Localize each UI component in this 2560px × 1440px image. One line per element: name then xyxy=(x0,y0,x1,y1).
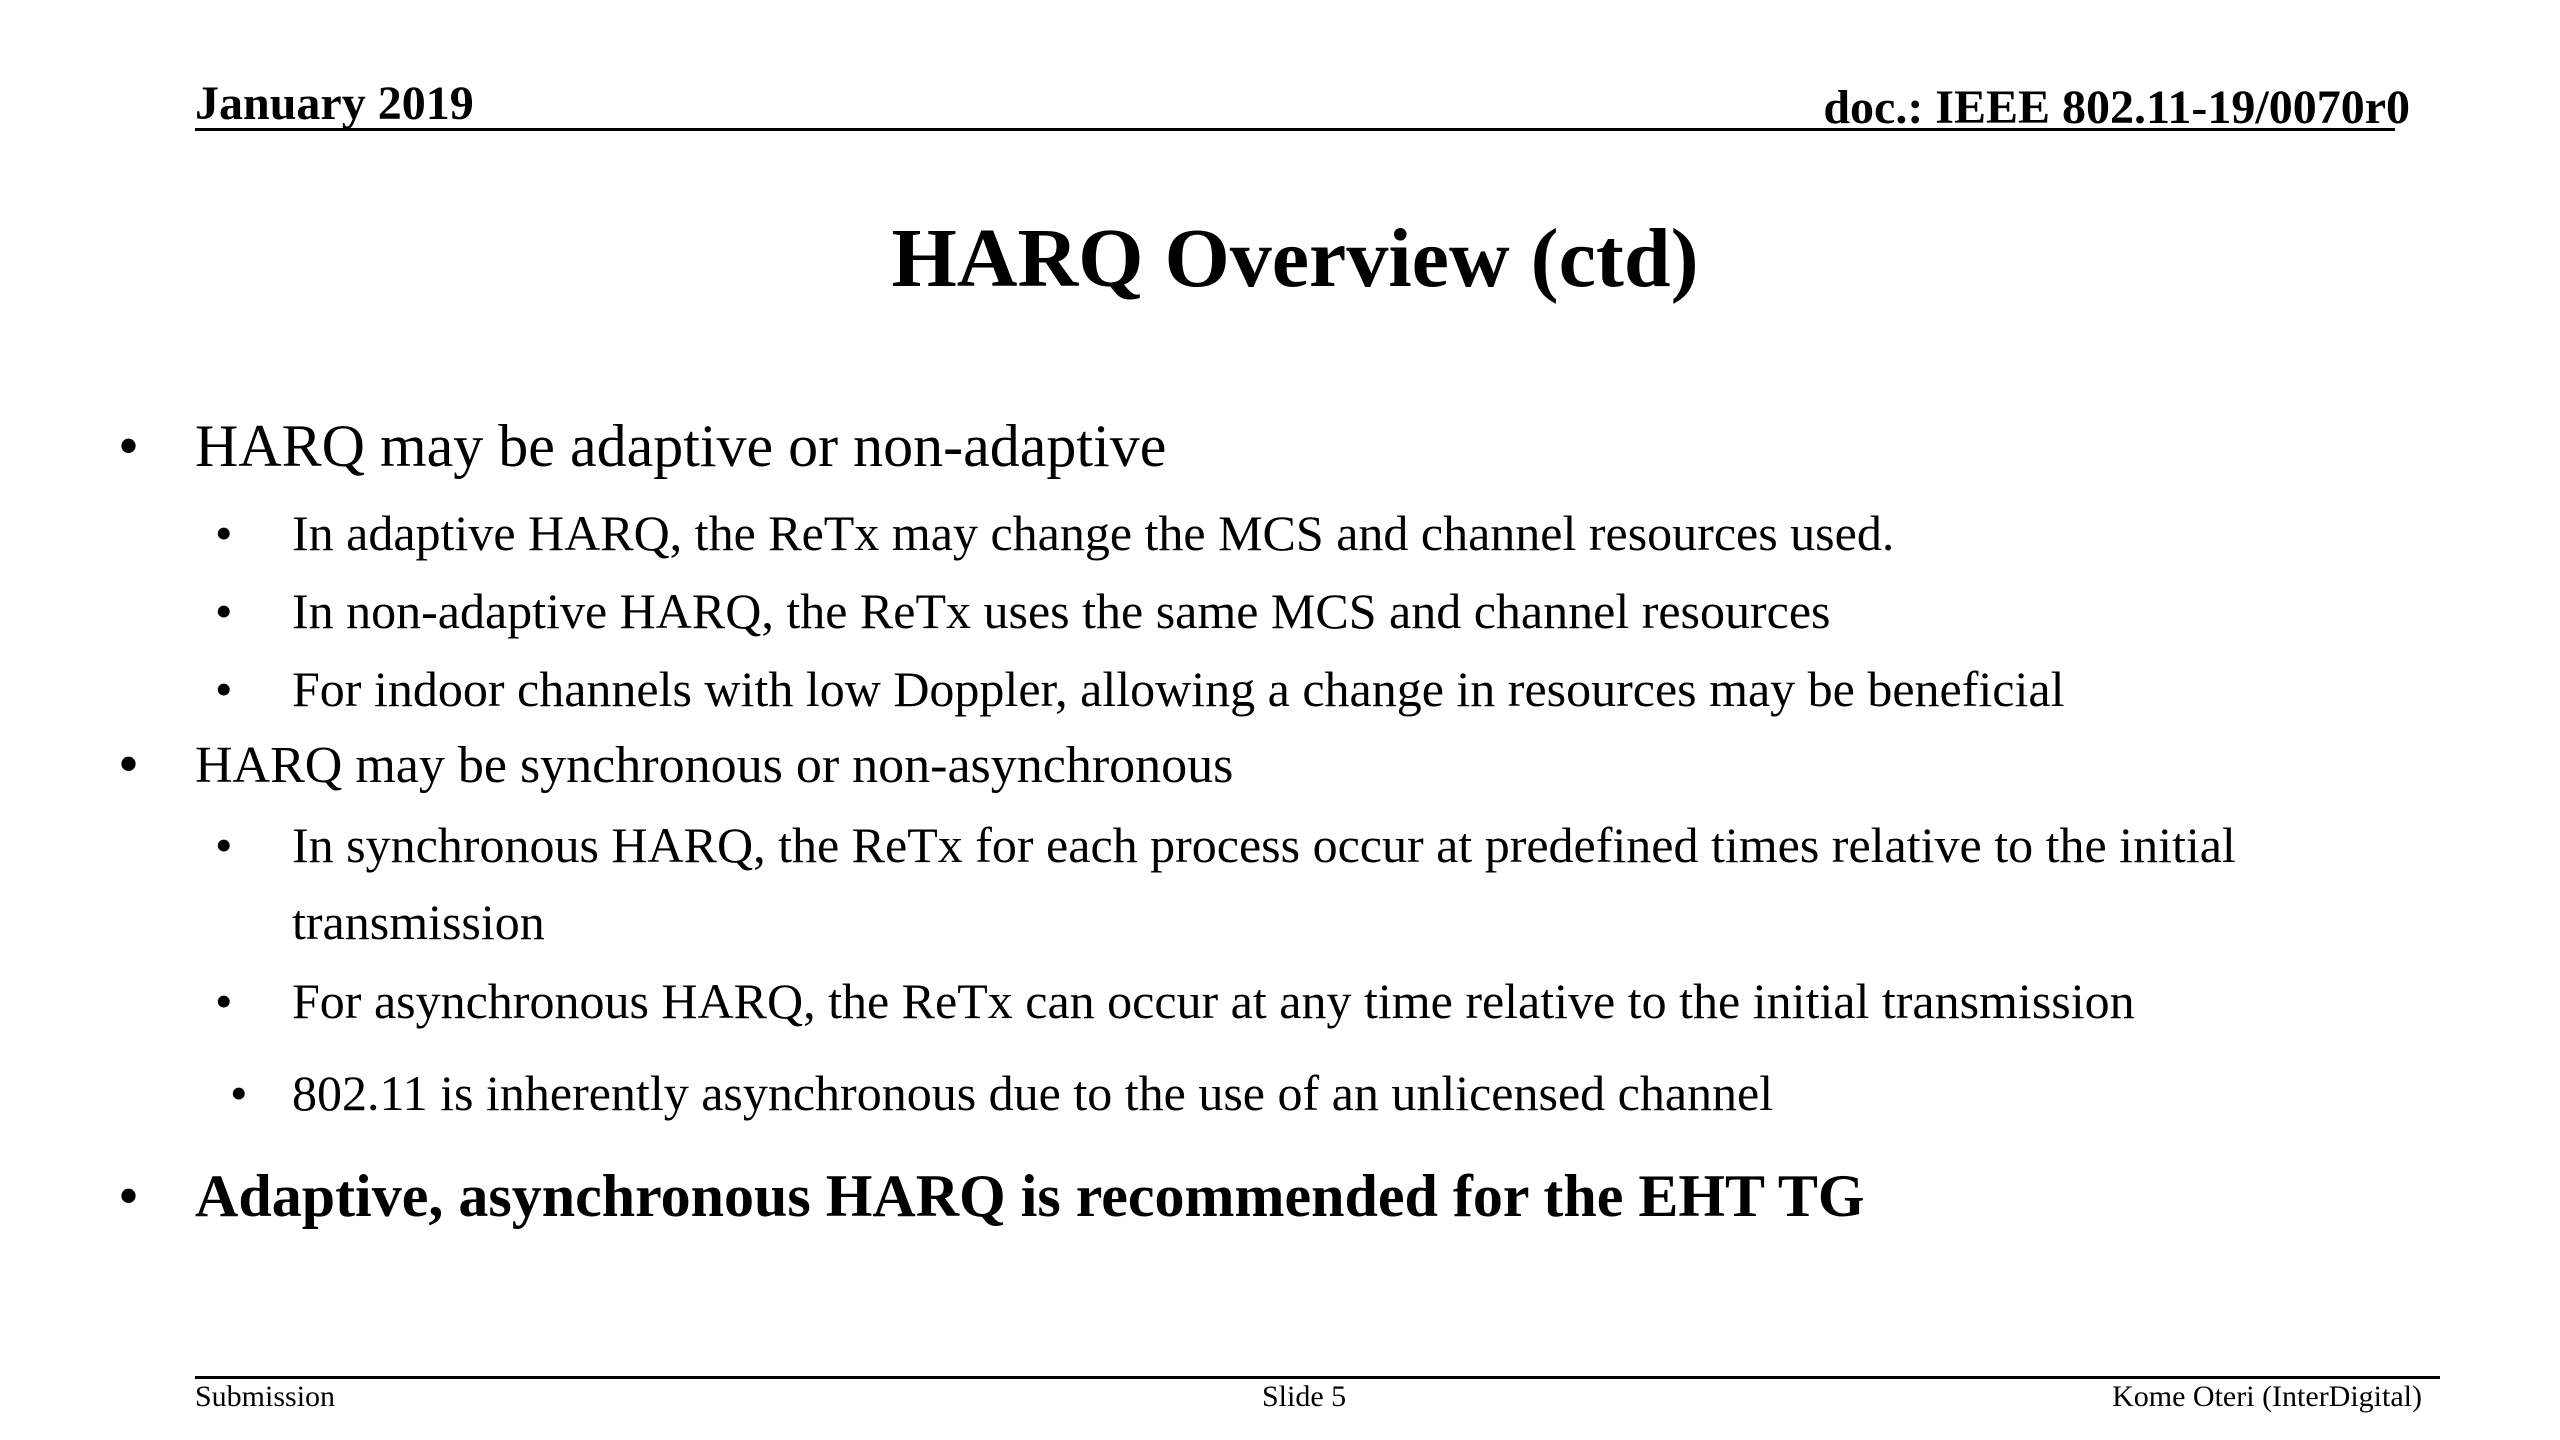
bullet-icon: • xyxy=(230,1065,248,1121)
sub-bullet-text: For indoor channels with low Doppler, allowing a change in resources may be beneficial xyxy=(292,661,2065,717)
sub-bullet-text: In non-adaptive HARQ, the ReTx uses the same MCS and channel resources xyxy=(292,583,1831,639)
sub-bullet-text: transmission xyxy=(292,894,545,950)
bullet-icon: • xyxy=(118,1163,140,1229)
bullet-icon: • xyxy=(215,505,233,561)
bullet-text: HARQ may be adaptive or non-adaptive xyxy=(195,413,1167,479)
sub-bullet-text: For asynchronous HARQ, the ReTx can occur at any time relative to the initial transmission xyxy=(292,973,2135,1029)
header-doc-id: doc.: IEEE 802.11-19/0070r0 xyxy=(1823,81,2410,134)
footer-slide-number: Slide 5 xyxy=(1262,1380,1347,1413)
footer-author: Kome Oteri (InterDigital) xyxy=(2112,1380,2422,1413)
header-date: January 2019 xyxy=(195,77,474,130)
bullet-icon: • xyxy=(118,413,140,479)
sub-bullet-text: 802.11 is inherently asynchronous due to the use of an unlicensed channel xyxy=(292,1065,1774,1121)
footer-submission: Submission xyxy=(195,1380,336,1413)
bullet-text: HARQ may be synchronous or non-asynchronous xyxy=(195,737,1234,794)
slide-title: HARQ Overview (ctd) xyxy=(891,212,1699,305)
sub-bullet-text: In adaptive HARQ, the ReTx may change the MCS and channel resources used. xyxy=(292,505,1895,561)
bullet-icon: • xyxy=(118,731,140,797)
bullet-icon: • xyxy=(215,583,233,639)
bullet-text: Adaptive, asynchronous HARQ is recommended for the EHT TG xyxy=(195,1163,1865,1229)
bullet-icon: • xyxy=(215,817,233,873)
footer-divider xyxy=(195,1376,2440,1379)
bullet-icon: • xyxy=(215,661,233,717)
sub-bullet-text: In synchronous HARQ, the ReTx for each process occur at predefined times relative to the initial xyxy=(292,817,2236,873)
bullet-icon: • xyxy=(215,973,233,1029)
